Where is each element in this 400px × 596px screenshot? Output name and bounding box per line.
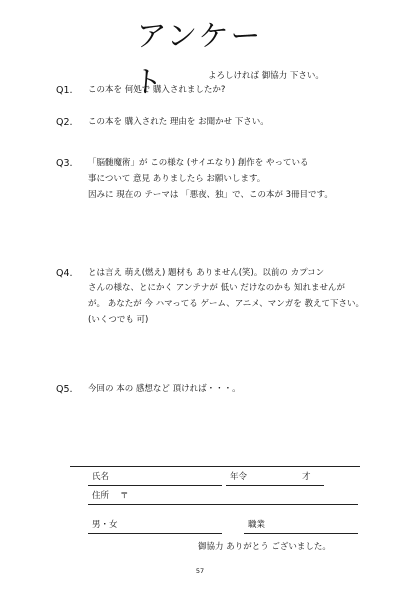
age-unit: 才 — [302, 472, 311, 482]
question-number-4: Q4. — [56, 268, 73, 279]
address-label: 住所 — [92, 491, 110, 501]
age-label: 年令 — [230, 472, 248, 482]
question-3-line-1: 「脳髄魔術」が この様な (サイエなり) 創作を やっている — [88, 158, 309, 168]
name-underline[interactable] — [88, 485, 222, 486]
form-top-rule — [70, 466, 360, 467]
gender-underline — [88, 533, 222, 534]
age-underline[interactable] — [226, 485, 324, 486]
gender-label[interactable]: 男・女 — [92, 520, 118, 530]
thanks-message: 御協力 ありがとう ございました。 — [198, 542, 331, 552]
address-underline[interactable] — [88, 504, 358, 505]
question-2-line-1: この本を 購入された 理由を お聞かせ 下さい。 — [88, 117, 269, 127]
question-5-line-1: 今回の 本の 感想など 頂ければ・・・。 — [88, 384, 241, 394]
question-4-line-1: とは言え 萌え(燃え) 題材も ありません(笑)。以前の カプコン — [88, 268, 325, 278]
job-label: 職業 — [248, 520, 266, 530]
page-number: 57 — [195, 567, 205, 575]
page-title: アンケート — [131, 19, 264, 100]
postal-mark: 〒 — [120, 491, 129, 501]
question-number-2: Q2. — [56, 117, 73, 128]
question-1-line-1: この本を 何処で 購入されましたか? — [88, 85, 226, 95]
question-4-line-2: さんの様な、とにかく アンテナが 低い だけなのかも 知れませんが — [88, 283, 345, 293]
question-4-line-4: (いくつでも 可) — [88, 315, 149, 325]
question-4-line-3: が。 あなたが 今 ハマってる ゲーム、アニメ、マンガを 教えて下さい。 — [88, 299, 364, 309]
name-label: 氏名 — [92, 472, 110, 482]
question-number-5: Q5. — [56, 384, 73, 395]
question-number-3: Q3. — [56, 158, 73, 169]
job-underline[interactable] — [244, 533, 358, 534]
question-number-1: Q1. — [56, 85, 73, 96]
question-3-line-3: 因みに 現在の テーマは 「悪夜、独」で、この本が 3冊目です。 — [88, 190, 333, 200]
question-3-line-2: 事について 意見 ありましたら お願いします。 — [88, 174, 266, 184]
page-subtitle: よろしければ 御協力 下さい。 — [208, 71, 324, 81]
